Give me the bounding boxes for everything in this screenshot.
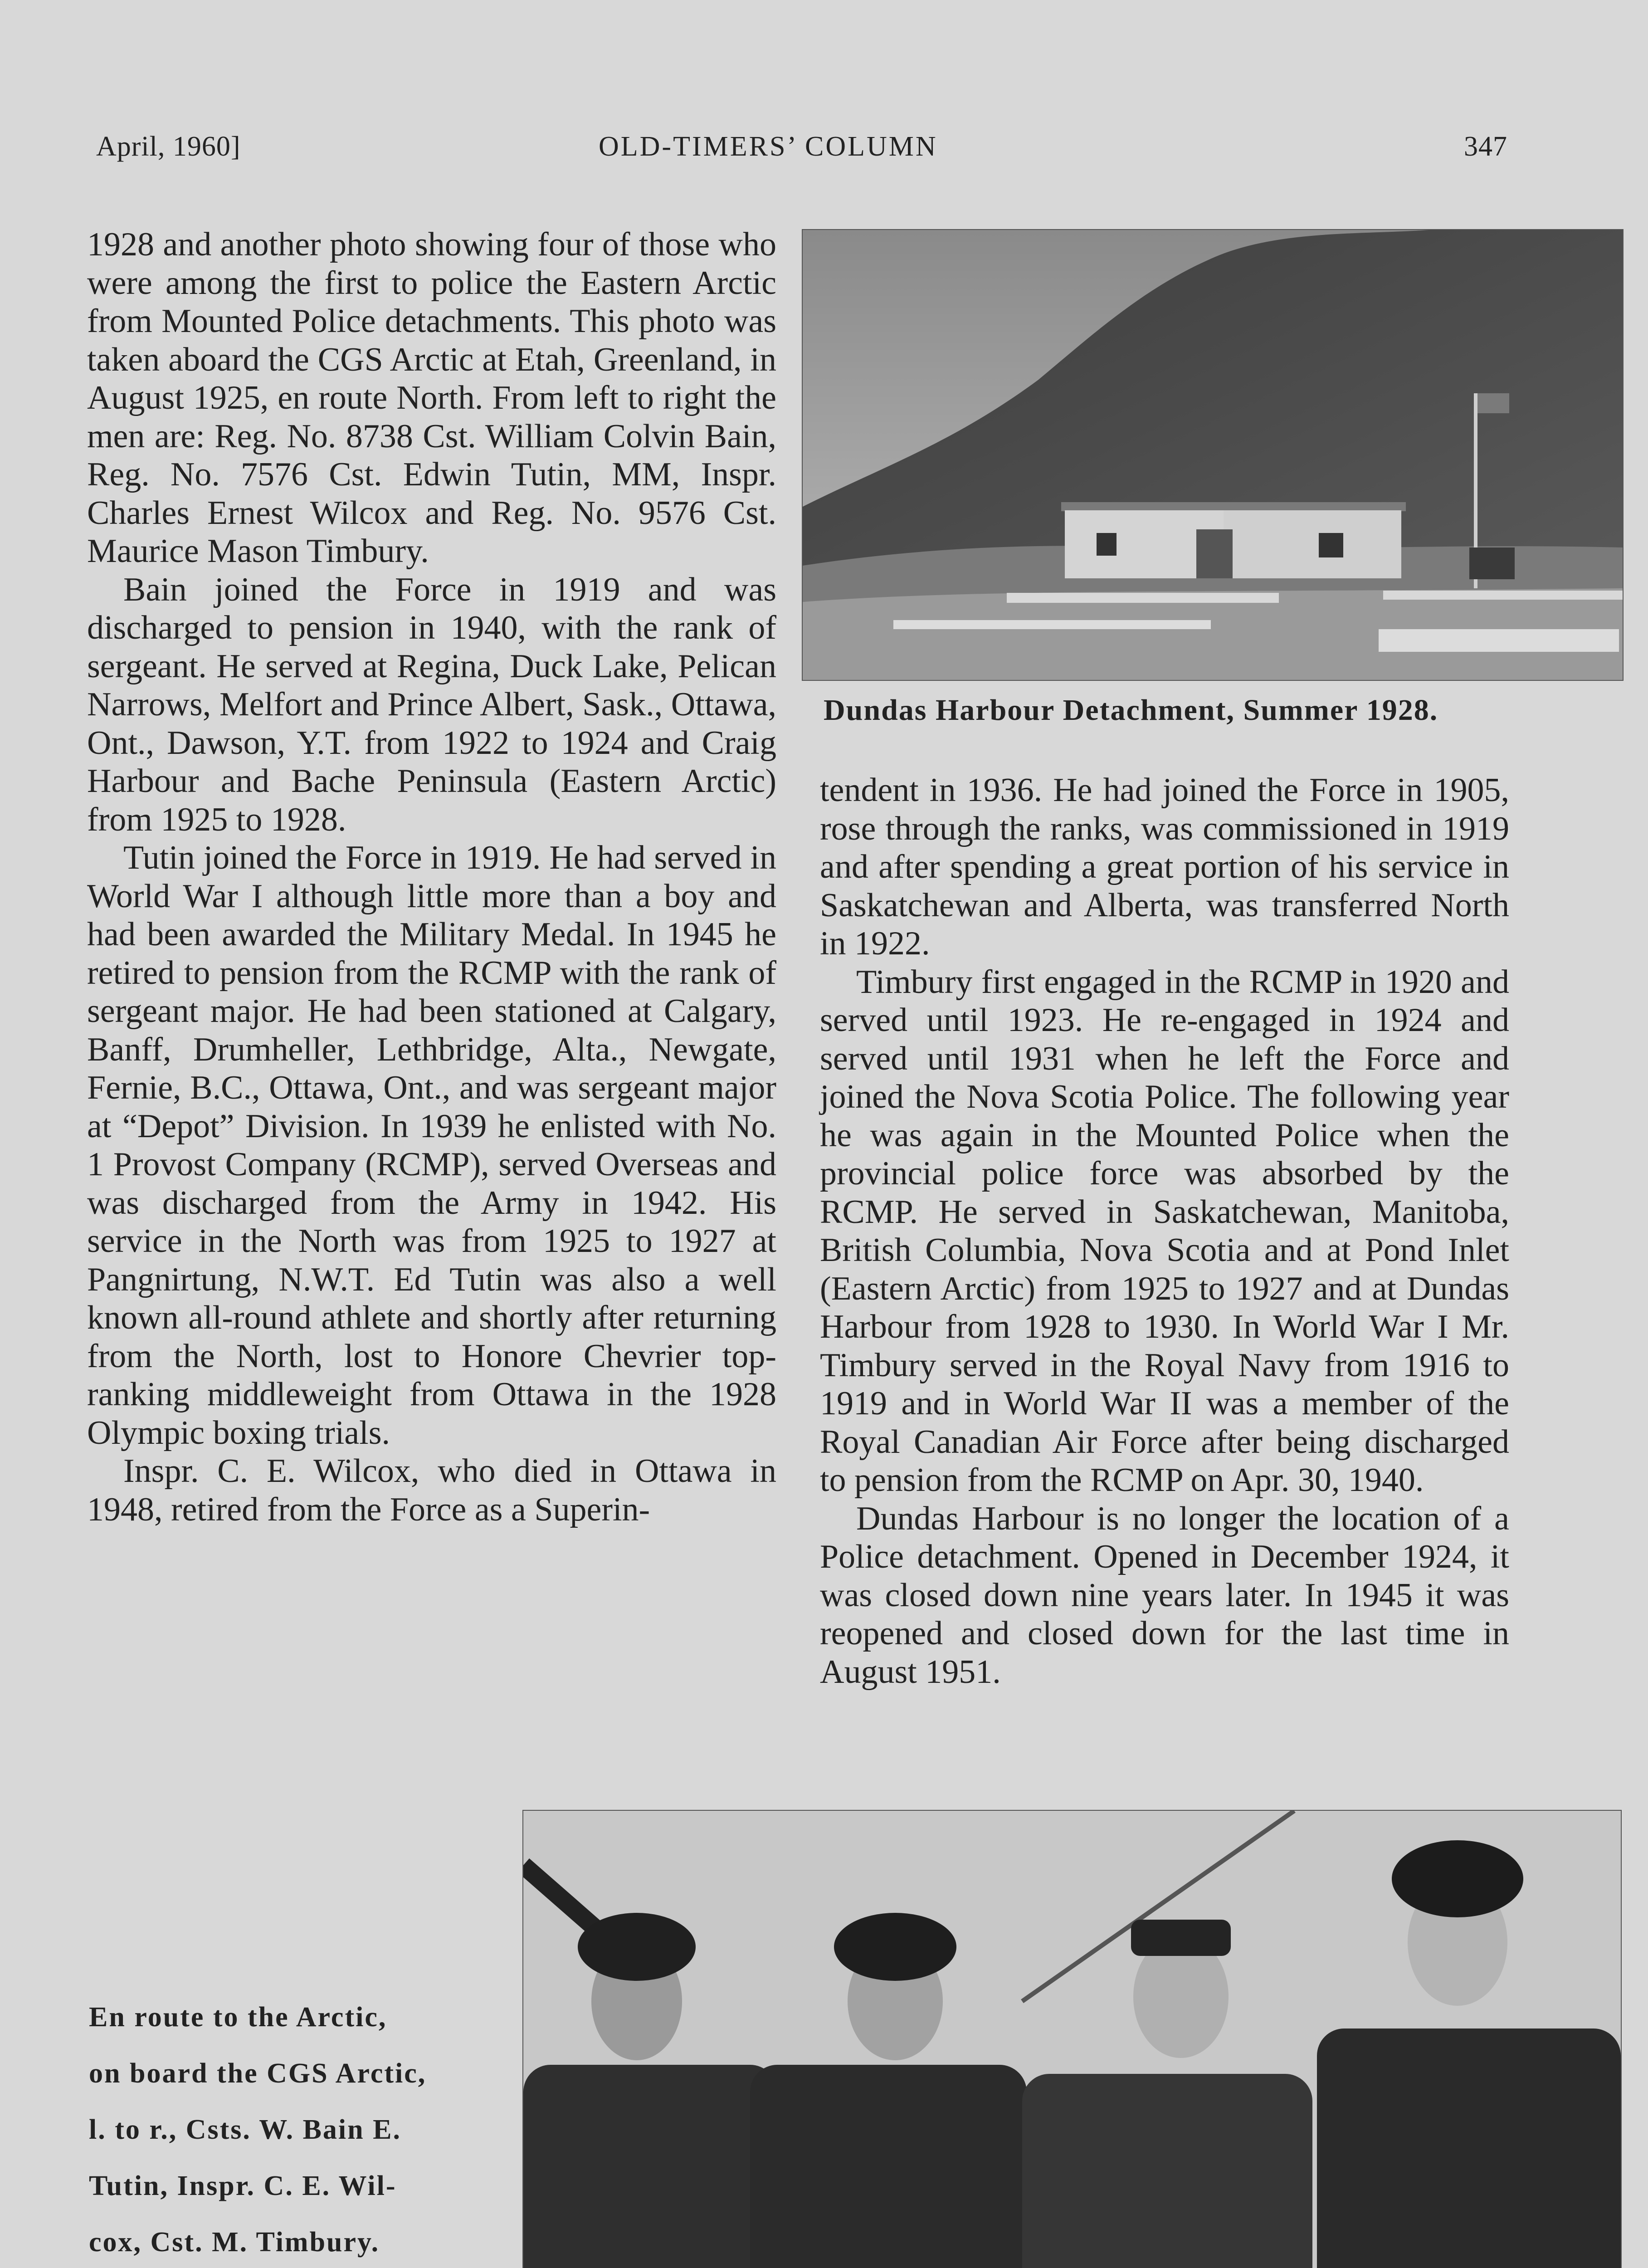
dundas-photo-caption: Dundas Harbour Detachment, Summer 1928. [824, 694, 1438, 727]
paragraph: Tutin joined the Force in 1919. He had served in World War I although little more than a boy and had been awarded the Military Medal. In 1945 he retired to pension from the RCMP with the rank of sergeant major. He had been stationed at Calgary, Banff, Drumheller, Lethbridge, Alta., Newgate, Fernie, B.C., Ottawa, Ont., and was sergeant major at “Depot” Division. In 1939 he enlisted with No. 1 Provost Company (RCMP), served Overseas and was discharged from the Army in 1942. His service in the North was from 1925 to 1927 at Pangnirtung, N.W.T. Ed Tutin was also a well known all-round athlete and shortly after returning from the North, lost to Honore Chevrier top-ranking middleweight from Ottawa in the 1928 Olympic boxing trials. [87, 839, 776, 1452]
running-head-title: OLD-TIMERS’ COLUMN [599, 131, 938, 162]
paragraph: Inspr. C. E. Wilcox, who died in Ottawa in 1948, retired from the Force as a Superin- [87, 1452, 776, 1528]
group-photo [522, 1810, 1622, 2268]
dundas-harbour-illustration [803, 230, 1623, 680]
dundas-harbour-photo [802, 229, 1624, 681]
caption-line: l. to r., Csts. W. Bain E. [89, 2114, 401, 2145]
paragraph: Dundas Harbour is no longer the location of a Police detachment. Opened in December 1924, it was closed down nine years later. In 1945 it was reopened and closed down for the last time in August 1951. [820, 1500, 1509, 1691]
caption-line: Tutin, Inspr. C. E. Wil- [89, 2170, 397, 2201]
caption-line: En route to the Arctic, [89, 2002, 387, 2033]
group-photo-illustration [523, 1811, 1621, 2268]
paragraph: Timbury first engaged in the RCMP in 1920 and served until 1923. He re-engaged in 1924 and served until 1931 when he left the Force and joined the Nova Scotia Police. The following year he was again in the Mounted Police when the provincial police force was absorbed by the RCMP. He served in Saskatchewan, Manitoba, British Columbia, Nova Scotia and at Pond Inlet (Eastern Arctic) from 1925 to 1927 and at Dundas Harbour from 1928 to 1930. In World War I Mr. Timbury served in the Royal Navy from 1916 to 1919 and in World War II was a member of the Royal Canadian Air Force after being discharged to pension from the RCMP on Apr. 30, 1940. [820, 963, 1509, 1499]
running-head-date: April, 1960] [96, 131, 241, 162]
group-photo-caption [89, 1989, 488, 2268]
left-column-text [87, 225, 776, 1529]
page-number: 347 [1464, 131, 1507, 162]
caption-line: on board the CGS Arctic, [89, 2058, 427, 2089]
right-column-text [820, 771, 1509, 1691]
paragraph: Bain joined the Force in 1919 and was discharged to pension in 1940, with the rank of sergeant. He served at Regina, Duck Lake, Pelican Narrows, Melfort and Prince Albert, Sask., Ottawa, Ont., Dawson, Y.T. from 1922 to 1924 and Craig Harbour and Bache Peninsula (Eastern Arctic) from 1925 to 1928. [87, 571, 776, 838]
paragraph: 1928 and another photo showing four of those who were among the first to police the Eastern Arctic from Mounted Police detachments. This photo was taken aboard the CGS Arctic at Etah, Greenland, in August 1925, en route North. From left to right the men are: Reg. No. 8738 Cst. William Colvin Bain, Reg. No. 7576 Cst. Edwin Tutin, MM, Inspr. Charles Ernest Wilcox and Reg. No. 9576 Cst. Maurice Mason Timbury. [87, 226, 776, 570]
caption-line: cox, Cst. M. Timbury. [89, 2227, 380, 2258]
paragraph: tendent in 1936. He had joined the Force in 1905, rose through the ranks, was commissioned in 1919 and after spending a great portion of his service in Saskatchewan and Alberta, was transferred North in 1922. [820, 772, 1509, 962]
